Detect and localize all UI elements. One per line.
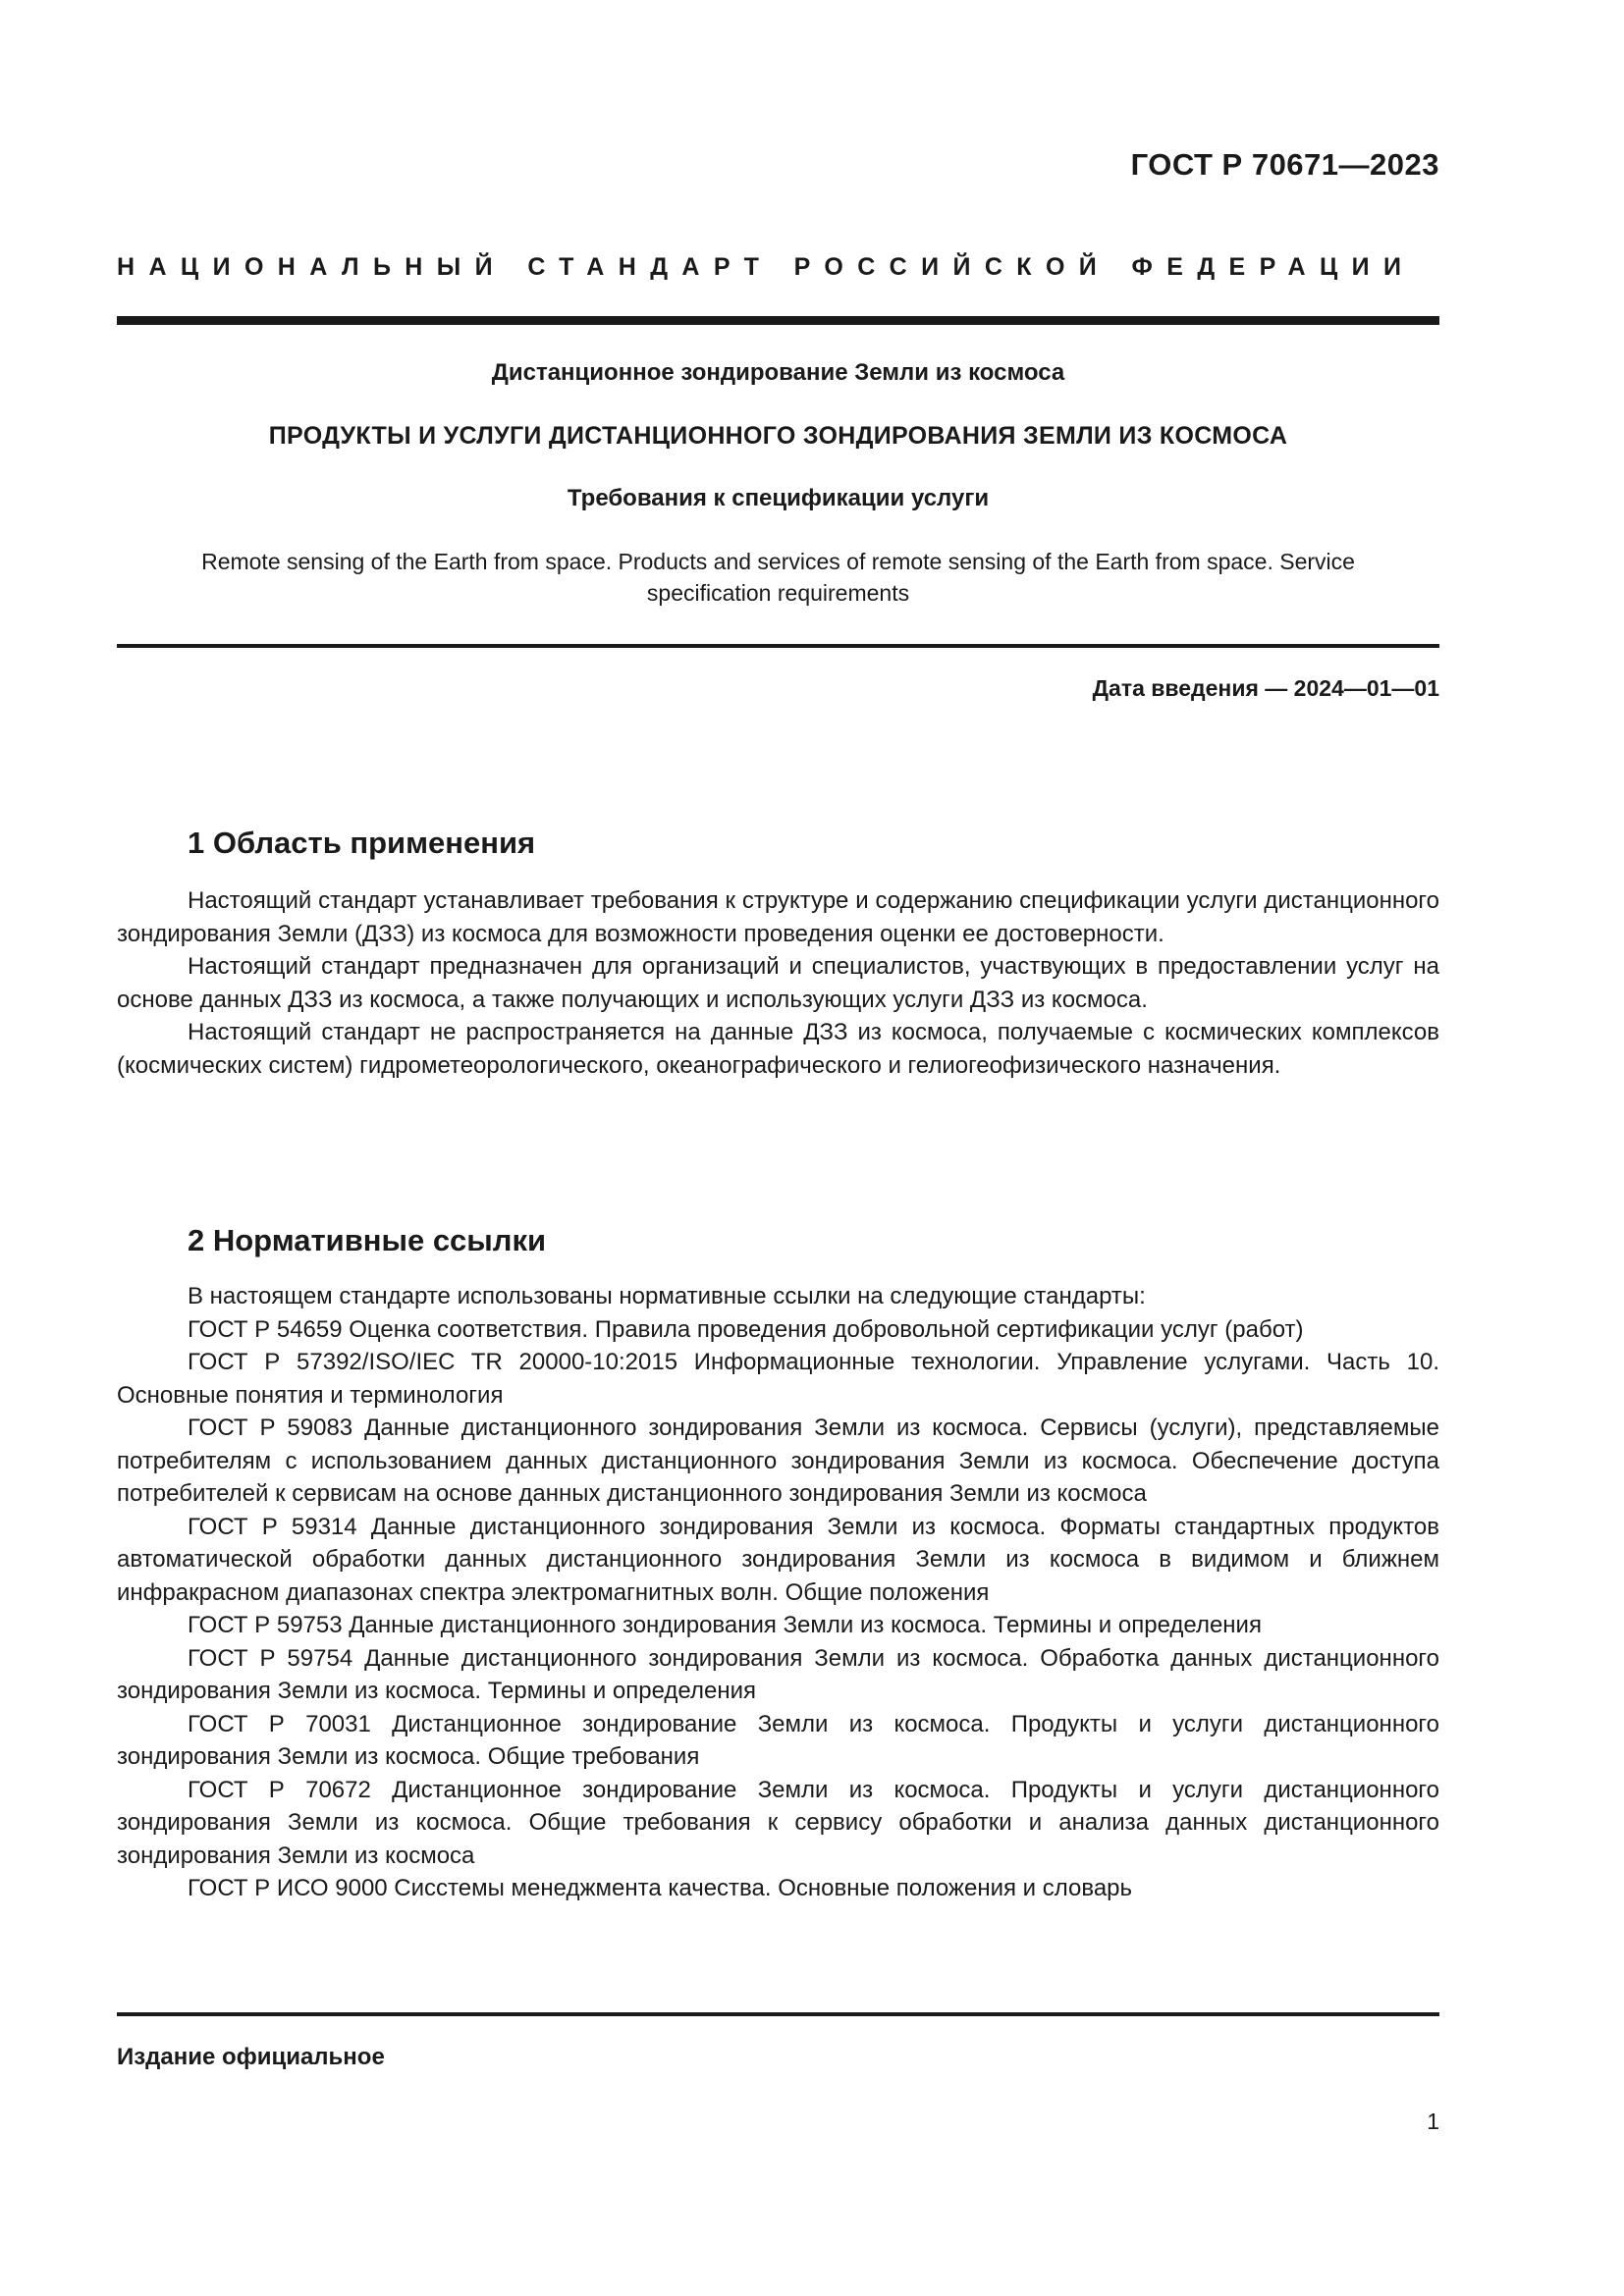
section-1-paragraph: Настоящий стандарт предназначен для организаций и специалистов, участвующих в предоставлении услуг на основе данных ДЗЗ из космоса, а также получающих и использующих услуги ДЗЗ из космоса. <box>117 953 1439 1013</box>
reference-item: ГОСТ Р 70031 Дистанционное зондирование Земли из космоса. Продукты и услуги дистанционного зондирования Земли из космоса. Общие требования <box>117 1710 1439 1770</box>
reference-item: ГОСТ Р 59083 Данные дистанционного зондирования Земли из космоса. Сервисы (услуги), представляемые потребителям с использованием данных дистанционного зондирования Земли из космоса. Обеспечение доступа потребителей к сервисам на основе данных дистанционного зондирования Земли из космоса <box>117 1415 1439 1507</box>
title-main: ПРОДУКТЫ И УСЛУГИ ДИСТАНЦИОННОГО ЗОНДИРОВАНИЯ ЗЕМЛИ ИЗ КОСМОСА <box>268 422 1288 450</box>
standard-number: ГОСТ Р 70671—2023 <box>1130 147 1439 182</box>
reference-item: ГОСТ Р 54659 Оценка соответствия. Правила проведения добровольной сертификации услуг (работ) <box>188 1315 1304 1343</box>
reference-item: ГОСТ Р ИСО 9000 Сисстемы менеджмента качества. Основные положения и словарь <box>188 1875 1133 1901</box>
reference-item: ГОСТ Р 70672 Дистанционное зондирование Земли из космоса. Продукты и услуги дистанционного зондирования Земли из космоса. Общие требования к сервису обработки и анализа данных дистанционного зондирования Земли из космоса <box>117 1776 1439 1869</box>
introduction-date: Дата введения — 2024—01—01 <box>1092 675 1439 701</box>
document-page <box>117 0 1439 2296</box>
title-domain: Дистанционное зондирование Земли из космоса <box>491 359 1065 386</box>
section-2-body <box>117 1280 1439 1905</box>
title-english-line2: specification requirements <box>646 580 910 606</box>
section-2-paragraph: В настоящем стандарте использованы нормативные ссылки на следующие стандарты: <box>188 1283 1146 1309</box>
page-number: 1 <box>1427 2109 1439 2134</box>
header-divider <box>117 316 1439 325</box>
section-1-paragraph: Настоящий стандарт не распространяется на данные ДЗЗ из космоса, получаемые с космических комплексов (космических систем) гидрометеорологического, океанографического и гелиогеофизического назначения. <box>117 1019 1439 1079</box>
section-1-heading: 1 Область применения <box>188 826 536 860</box>
reference-item: ГОСТ Р 59753 Данные дистанционного зондирования Земли из космоса. Термины и определения <box>188 1612 1262 1638</box>
title-english <box>117 546 1439 609</box>
title-subtitle: Требования к спецификации услуги <box>567 485 990 511</box>
official-edition-label: Издание официальное <box>117 2044 385 2070</box>
reference-item: ГОСТ Р 57392/ISO/IEC TR 20000-10:2015 Информационные технологии. Управление услугами. Часть 10. Основные понятия и терминология <box>117 1349 1439 1409</box>
reference-item: ГОСТ Р 59314 Данные дистанционного зондирования Земли из космоса. Форматы стандартных продуктов автоматической обработки данных дистанционного зондирования Земли из космоса в видимом и ближнем инфракрасном диапазонах спектра электромагнитных волн. Общие положения <box>117 1513 1439 1606</box>
reference-item: ГОСТ Р 59754 Данные дистанционного зондирования Земли из космоса. Обработка данных дистанционного зондирования Земли из космоса. Термины и определения <box>117 1644 1439 1704</box>
section-2-heading: 2 Нормативные ссылки <box>188 1223 547 1257</box>
footer-divider <box>117 2012 1439 2016</box>
title-english-line1: Remote sensing of the Earth from space. Products and services of remote sensing of the Earth from space. Service <box>201 549 1355 574</box>
title-divider <box>117 644 1439 648</box>
section-1-paragraph: Настоящий стандарт устанавливает требования к структуре и содержанию спецификации услуги дистанционного зондирования Земли (ДЗЗ) из космоса для возможности проведения оценки ее достоверности. <box>117 887 1439 947</box>
section-1-body <box>117 884 1439 1082</box>
national-standard-banner: НАЦИОНАЛЬНЫЙ СТАНДАРТ РОССИЙСКОЙ ФЕДЕРАЦИИ <box>117 253 1416 281</box>
